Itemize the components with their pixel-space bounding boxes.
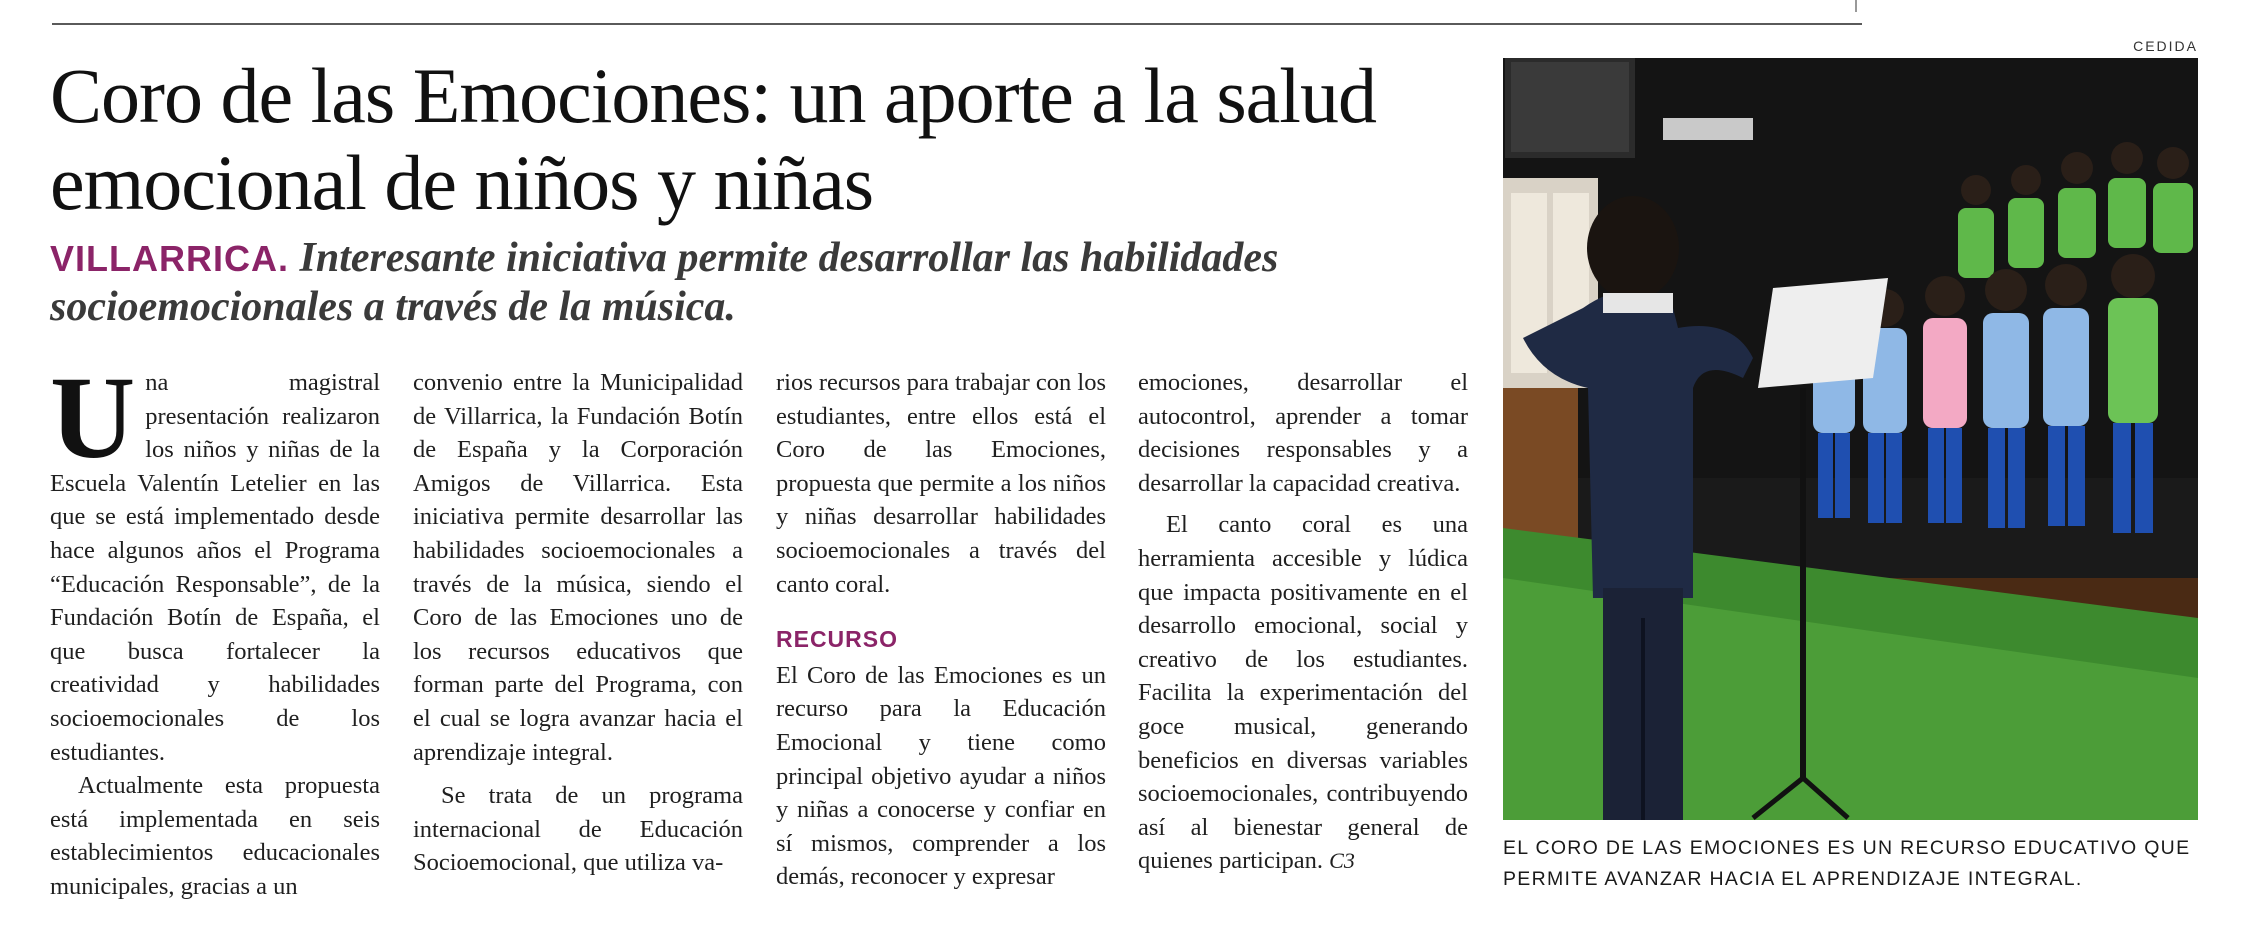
paragraph: Se trata de un programa internacional de Educación Socioemocional, que utiliza va- (413, 782, 743, 877)
article-headline: Coro de las Emociones: un aporte a la salud emocional de niños y niñas (50, 52, 1376, 226)
paragraph: emociones, desarrollar el autocontrol, aprender a tomar decisiones responsables y a desarrollar la capacidad creativa. (1138, 369, 1468, 497)
deck-text: Interesante iniciativa permite desarrollar las habilidades socioemocionales a través de la música. (50, 235, 1279, 330)
paragraph (50, 352, 380, 769)
article-deck (50, 234, 1490, 331)
paragraph-text: na magistral presentación realizaron los niños y niñas de la Escuela Valentín Letelier en las que se está implementado desde hace algunos años el Programa “Educación Responsable”, de la Fundación Botín de España, el que busca fortalecer la creatividad y habilidades socioemocionales de los estudiantes. (50, 369, 380, 766)
paragraph: El Coro de las Emociones es un recurso para la Educación Emocional y tiene como principal objetivo ayudar a niños y niñas a conocerse y confiar en sí mismos, comprender a los demás, reconocer y expresar (776, 661, 1106, 891)
end-mark: C3 (1329, 848, 1355, 874)
body-column-3 (776, 366, 1106, 894)
drop-cap: U (50, 352, 136, 483)
article-photo (1503, 58, 2198, 820)
body-column-1 (50, 352, 380, 904)
paragraph (1138, 508, 1468, 878)
body-column-2 (413, 366, 743, 880)
photo-caption: EL CORO DE LAS EMOCIONES ES UN RECURSO EDUCATIVO QUE PERMITE AVANZAR HACIA EL APRENDIZAJE INTEGRAL. (1503, 837, 2191, 890)
kicker-location: VILLARRICA. (50, 238, 289, 279)
photo-credit: CEDIDA (2133, 38, 2198, 54)
paragraph: convenio entre la Municipalidad de Villarrica, la Fundación Botín de España y la Corporación Amigos de Villarrica. Esta iniciativa permite desarrollar las habilidades socioemocionales a través de la música, siendo el Coro de las Emociones uno de los recursos educativos que forman parte del Programa, con el cual se logra avanzar hacia el aprendizaje integral. (413, 369, 743, 766)
paragraph: rios recursos para trabajar con los estudiantes, entre ellos está el Coro de las Emociones, propuesta que permite a los niños y niñas desarrollar habilidades socioemocionales a través del canto coral. (776, 369, 1106, 598)
top-rule (52, 23, 1862, 25)
section-subhead: RECURSO (776, 626, 899, 653)
body-column-4 (1138, 366, 1468, 878)
paragraph-text: El canto coral es una herramienta accesible y lúdica que impacta positivamente en el desarrollo emocional, social y creativo de los estudiantes. Facilita la experimentación del goce musical, generando beneficios en diversas variables socioemocionales, contribuyendo así al bienestar general de quienes participan. (1138, 511, 1468, 875)
paragraph: Actualmente esta propuesta está implementada en seis establecimientos educacionales municipales, gracias a un (50, 772, 380, 900)
choir-illustration (1503, 58, 2198, 820)
column-divider (1855, 0, 1857, 12)
